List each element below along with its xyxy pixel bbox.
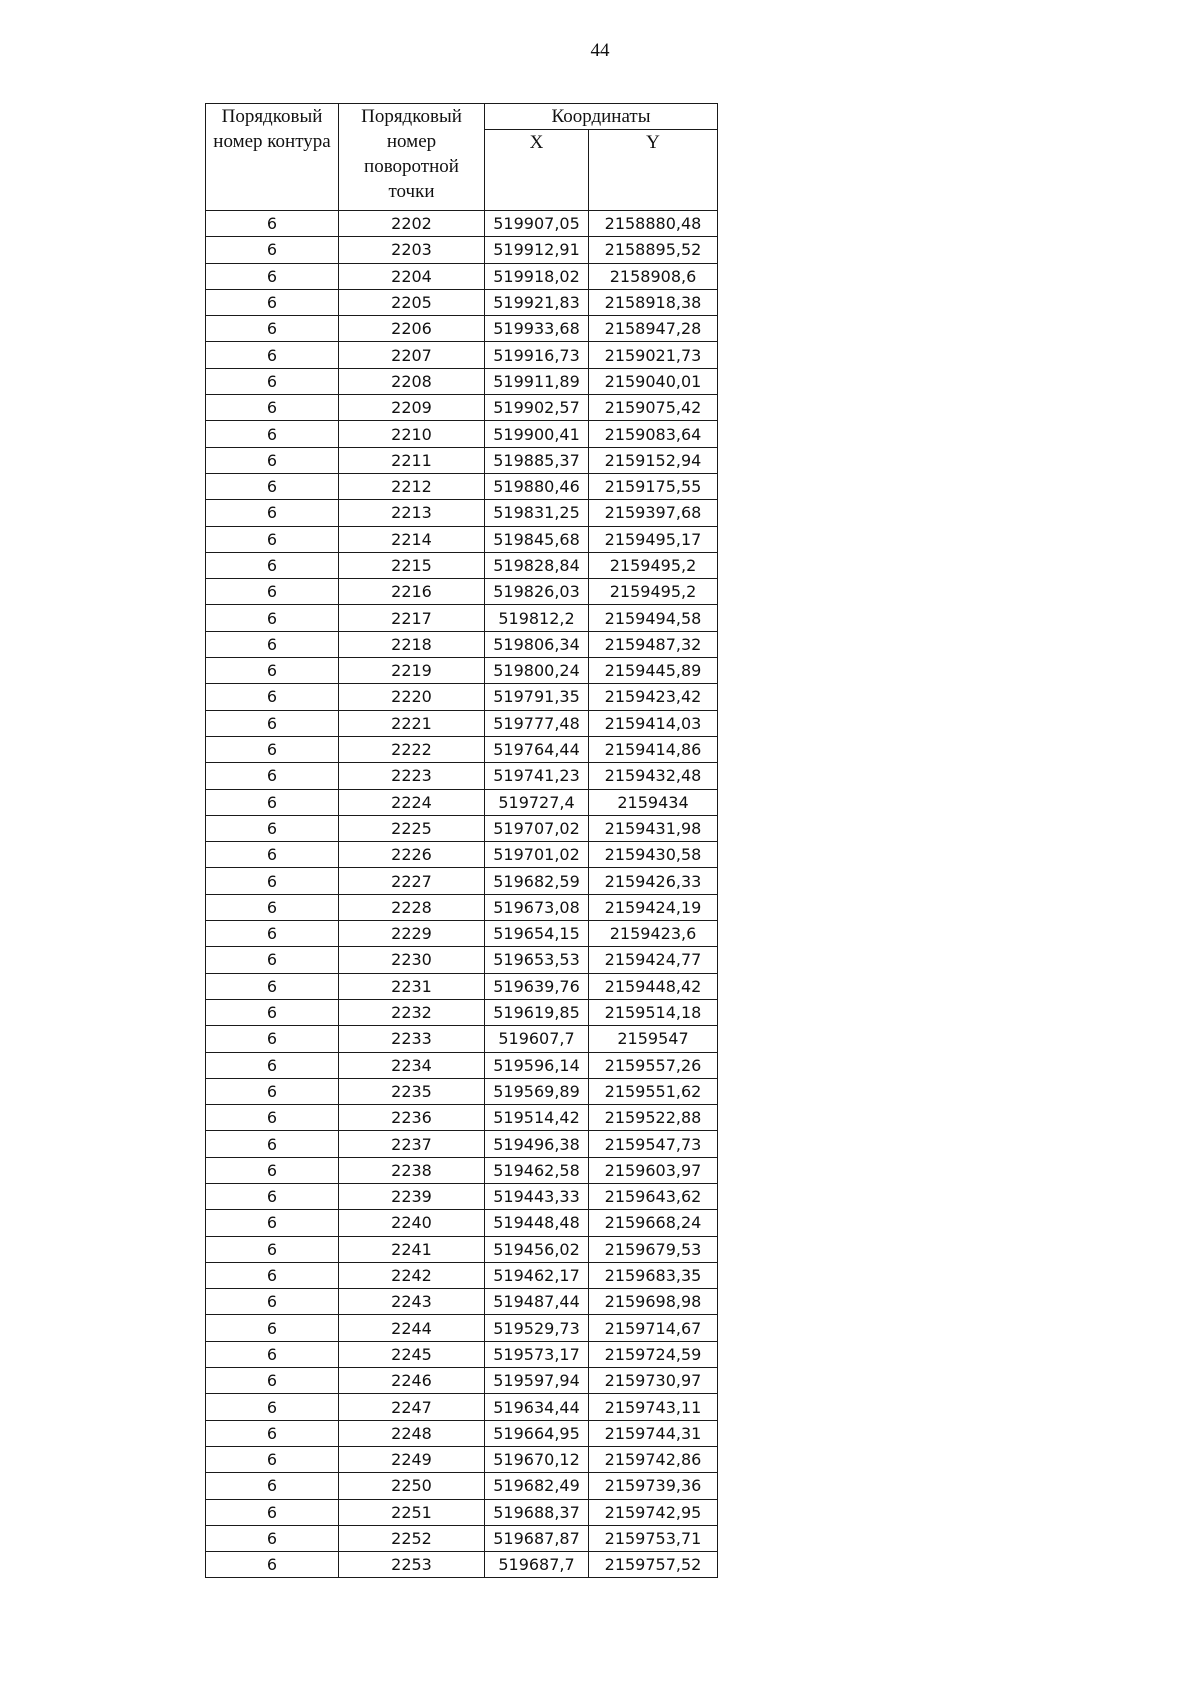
table-header (206, 104, 718, 211)
point-number-cell: 2213 (339, 500, 485, 526)
y-coordinate-cell: 2159431,98 (589, 815, 718, 841)
contour-number-cell: 6 (206, 316, 339, 342)
table-row (206, 1236, 718, 1262)
y-coordinate-cell: 2158895,52 (589, 237, 718, 263)
table-row (206, 1473, 718, 1499)
y-coordinate-cell: 2159075,42 (589, 395, 718, 421)
contour-number-cell: 6 (206, 289, 339, 315)
contour-number-cell: 6 (206, 368, 339, 394)
table-row (206, 1262, 718, 1288)
y-coordinate-cell: 2159757,52 (589, 1552, 718, 1578)
coordinates-table (205, 103, 718, 1578)
contour-number-cell: 6 (206, 1473, 339, 1499)
x-coordinate-cell: 519912,91 (485, 237, 589, 263)
x-coordinate-cell: 519597,94 (485, 1368, 589, 1394)
x-coordinate-cell: 519529,73 (485, 1315, 589, 1341)
point-number-cell: 2203 (339, 237, 485, 263)
table-row (206, 999, 718, 1025)
table-row (206, 868, 718, 894)
table-row (206, 1078, 718, 1104)
x-coordinate-cell: 519918,02 (485, 263, 589, 289)
y-coordinate-cell: 2158918,38 (589, 289, 718, 315)
point-number-cell: 2223 (339, 763, 485, 789)
point-number-cell: 2233 (339, 1026, 485, 1052)
contour-number-cell: 6 (206, 1210, 339, 1236)
contour-number-cell: 6 (206, 1262, 339, 1288)
x-coordinate-cell: 519826,03 (485, 579, 589, 605)
x-coordinate-cell: 519916,73 (485, 342, 589, 368)
x-coordinate-cell: 519462,58 (485, 1157, 589, 1183)
y-coordinate-cell: 2159547,73 (589, 1131, 718, 1157)
x-coordinate-cell: 519911,89 (485, 368, 589, 394)
x-header: X (485, 130, 589, 211)
y-coordinate-cell: 2159424,19 (589, 894, 718, 920)
point-number-cell: 2230 (339, 947, 485, 973)
x-coordinate-cell: 519443,33 (485, 1183, 589, 1209)
y-coordinate-cell: 2159430,58 (589, 842, 718, 868)
y-coordinate-cell: 2159743,11 (589, 1394, 718, 1420)
table-row (206, 211, 718, 237)
y-coordinate-cell: 2159432,48 (589, 763, 718, 789)
contour-number-cell: 6 (206, 710, 339, 736)
x-coordinate-cell: 519791,35 (485, 684, 589, 710)
point-number-cell: 2243 (339, 1289, 485, 1315)
x-coordinate-cell: 519902,57 (485, 395, 589, 421)
contour-number-header: Порядковый номер контура (206, 104, 339, 211)
point-number-cell: 2220 (339, 684, 485, 710)
contour-number-cell: 6 (206, 815, 339, 841)
x-coordinate-cell: 519682,49 (485, 1473, 589, 1499)
contour-number-cell: 6 (206, 1525, 339, 1551)
contour-number-cell: 6 (206, 342, 339, 368)
contour-number-cell: 6 (206, 658, 339, 684)
x-coordinate-cell: 519900,41 (485, 421, 589, 447)
table-row (206, 1289, 718, 1315)
point-number-cell: 2204 (339, 263, 485, 289)
y-coordinate-cell: 2159434 (589, 789, 718, 815)
table-row (206, 526, 718, 552)
y-coordinate-cell: 2159603,97 (589, 1157, 718, 1183)
point-number-cell: 2235 (339, 1078, 485, 1104)
point-number-cell: 2225 (339, 815, 485, 841)
contour-number-cell: 6 (206, 947, 339, 973)
point-number-cell: 2248 (339, 1420, 485, 1446)
point-number-cell: 2217 (339, 605, 485, 631)
table-row (206, 473, 718, 499)
contour-number-cell: 6 (206, 1157, 339, 1183)
point-number-cell: 2234 (339, 1052, 485, 1078)
point-number-cell: 2238 (339, 1157, 485, 1183)
y-coordinate-cell: 2159152,94 (589, 447, 718, 473)
contour-number-cell: 6 (206, 447, 339, 473)
table-row (206, 368, 718, 394)
y-coordinate-cell: 2159714,67 (589, 1315, 718, 1341)
table-row (206, 552, 718, 578)
point-number-cell: 2210 (339, 421, 485, 447)
point-number-cell: 2240 (339, 1210, 485, 1236)
x-coordinate-cell: 519741,23 (485, 763, 589, 789)
page-number: 44 (590, 40, 610, 61)
x-coordinate-cell: 519654,15 (485, 921, 589, 947)
x-coordinate-cell: 519514,42 (485, 1105, 589, 1131)
contour-number-cell: 6 (206, 1499, 339, 1525)
table-row (206, 921, 718, 947)
contour-number-cell: 6 (206, 1131, 339, 1157)
point-number-cell: 2209 (339, 395, 485, 421)
contour-number-cell: 6 (206, 1105, 339, 1131)
contour-number-cell: 6 (206, 552, 339, 578)
y-coordinate-cell: 2158908,6 (589, 263, 718, 289)
y-coordinate-cell: 2159522,88 (589, 1105, 718, 1131)
x-coordinate-cell: 519933,68 (485, 316, 589, 342)
point-number-cell: 2237 (339, 1131, 485, 1157)
x-coordinate-cell: 519487,44 (485, 1289, 589, 1315)
point-number-cell: 2215 (339, 552, 485, 578)
table-row (206, 1131, 718, 1157)
x-coordinate-cell: 519596,14 (485, 1052, 589, 1078)
table-row (206, 973, 718, 999)
y-coordinate-cell: 2159495,17 (589, 526, 718, 552)
y-coordinate-cell: 2159683,35 (589, 1262, 718, 1288)
table-row (206, 500, 718, 526)
table-row (206, 1368, 718, 1394)
point-number-cell: 2216 (339, 579, 485, 605)
contour-number-cell: 6 (206, 1026, 339, 1052)
x-coordinate-cell: 519496,38 (485, 1131, 589, 1157)
point-number-cell: 2219 (339, 658, 485, 684)
x-coordinate-cell: 519707,02 (485, 815, 589, 841)
x-coordinate-cell: 519456,02 (485, 1236, 589, 1262)
x-coordinate-cell: 519828,84 (485, 552, 589, 578)
contour-number-cell: 6 (206, 605, 339, 631)
contour-number-cell: 6 (206, 1236, 339, 1262)
table-row (206, 263, 718, 289)
contour-number-cell: 6 (206, 868, 339, 894)
table-row (206, 1315, 718, 1341)
y-coordinate-cell: 2159426,33 (589, 868, 718, 894)
point-number-cell: 2229 (339, 921, 485, 947)
contour-number-cell: 6 (206, 1552, 339, 1578)
contour-number-cell: 6 (206, 973, 339, 999)
contour-number-cell: 6 (206, 789, 339, 815)
point-number-cell: 2250 (339, 1473, 485, 1499)
point-number-cell: 2227 (339, 868, 485, 894)
contour-number-cell: 6 (206, 999, 339, 1025)
y-coordinate-cell: 2159414,86 (589, 736, 718, 762)
table-row (206, 342, 718, 368)
point-number-cell: 2206 (339, 316, 485, 342)
table-row (206, 395, 718, 421)
y-coordinate-cell: 2159742,95 (589, 1499, 718, 1525)
contour-number-cell: 6 (206, 421, 339, 447)
table-row (206, 815, 718, 841)
table-body (206, 211, 718, 1578)
table-row (206, 1499, 718, 1525)
x-coordinate-cell: 519653,53 (485, 947, 589, 973)
y-coordinate-cell: 2159040,01 (589, 368, 718, 394)
x-coordinate-cell: 519664,95 (485, 1420, 589, 1446)
contour-number-cell: 6 (206, 736, 339, 762)
contour-number-cell: 6 (206, 1341, 339, 1367)
point-number-cell: 2207 (339, 342, 485, 368)
x-coordinate-cell: 519921,83 (485, 289, 589, 315)
y-coordinate-cell: 2159739,36 (589, 1473, 718, 1499)
y-coordinate-cell: 2159083,64 (589, 421, 718, 447)
point-number-cell: 2239 (339, 1183, 485, 1209)
point-number-cell: 2247 (339, 1394, 485, 1420)
table-row (206, 736, 718, 762)
contour-number-cell: 6 (206, 237, 339, 263)
point-number-cell: 2202 (339, 211, 485, 237)
point-number-cell: 2226 (339, 842, 485, 868)
point-number-cell: 2251 (339, 1499, 485, 1525)
y-coordinate-cell: 2158947,28 (589, 316, 718, 342)
x-coordinate-cell: 519448,48 (485, 1210, 589, 1236)
point-number-cell: 2208 (339, 368, 485, 394)
y-coordinate-cell: 2159557,26 (589, 1052, 718, 1078)
table-row (206, 842, 718, 868)
contour-number-cell: 6 (206, 263, 339, 289)
table-row (206, 579, 718, 605)
table-row (206, 605, 718, 631)
x-coordinate-cell: 519462,17 (485, 1262, 589, 1288)
point-number-cell: 2228 (339, 894, 485, 920)
contour-number-cell: 6 (206, 1420, 339, 1446)
x-coordinate-cell: 519673,08 (485, 894, 589, 920)
point-number-cell: 2214 (339, 526, 485, 552)
y-coordinate-cell: 2159487,32 (589, 631, 718, 657)
x-coordinate-cell: 519670,12 (485, 1446, 589, 1472)
table-row (206, 447, 718, 473)
y-coordinate-cell: 2159679,53 (589, 1236, 718, 1262)
x-coordinate-cell: 519619,85 (485, 999, 589, 1025)
x-coordinate-cell: 519764,44 (485, 736, 589, 762)
y-coordinate-cell: 2159175,55 (589, 473, 718, 499)
x-coordinate-cell: 519634,44 (485, 1394, 589, 1420)
contour-number-cell: 6 (206, 1289, 339, 1315)
y-coordinate-cell: 2159698,98 (589, 1289, 718, 1315)
y-coordinate-cell: 2159423,6 (589, 921, 718, 947)
y-coordinate-cell: 2159730,97 (589, 1368, 718, 1394)
contour-number-cell: 6 (206, 1078, 339, 1104)
table-row (206, 947, 718, 973)
y-coordinate-cell: 2158880,48 (589, 211, 718, 237)
table-row (206, 658, 718, 684)
x-coordinate-cell: 519687,87 (485, 1525, 589, 1551)
y-coordinate-cell: 2159742,86 (589, 1446, 718, 1472)
coordinates-header: Координаты (485, 104, 718, 130)
y-coordinate-cell: 2159744,31 (589, 1420, 718, 1446)
x-coordinate-cell: 519573,17 (485, 1341, 589, 1367)
contour-number-cell: 6 (206, 1052, 339, 1078)
contour-number-cell: 6 (206, 579, 339, 605)
contour-number-cell: 6 (206, 1315, 339, 1341)
table-row (206, 789, 718, 815)
contour-number-cell: 6 (206, 1368, 339, 1394)
table-row (206, 1552, 718, 1578)
point-number-cell: 2252 (339, 1525, 485, 1551)
point-number-cell: 2236 (339, 1105, 485, 1131)
table-row (206, 1157, 718, 1183)
table-row (206, 1052, 718, 1078)
contour-number-cell: 6 (206, 894, 339, 920)
point-number-cell: 2205 (339, 289, 485, 315)
y-coordinate-cell: 2159423,42 (589, 684, 718, 710)
x-coordinate-cell: 519701,02 (485, 842, 589, 868)
x-coordinate-cell: 519777,48 (485, 710, 589, 736)
x-coordinate-cell: 519727,4 (485, 789, 589, 815)
table-row (206, 1394, 718, 1420)
point-number-cell: 2231 (339, 973, 485, 999)
table-row (206, 631, 718, 657)
table-row (206, 1183, 718, 1209)
point-number-cell: 2249 (339, 1446, 485, 1472)
x-coordinate-cell: 519812,2 (485, 605, 589, 631)
y-coordinate-cell: 2159495,2 (589, 579, 718, 605)
point-number-cell: 2232 (339, 999, 485, 1025)
y-coordinate-cell: 2159724,59 (589, 1341, 718, 1367)
contour-number-cell: 6 (206, 1446, 339, 1472)
contour-number-cell: 6 (206, 526, 339, 552)
contour-number-cell: 6 (206, 763, 339, 789)
y-coordinate-cell: 2159551,62 (589, 1078, 718, 1104)
table-row (206, 1210, 718, 1236)
table-row (206, 684, 718, 710)
point-number-cell: 2244 (339, 1315, 485, 1341)
point-number-cell: 2241 (339, 1236, 485, 1262)
point-number-cell: 2253 (339, 1552, 485, 1578)
x-coordinate-cell: 519845,68 (485, 526, 589, 552)
contour-number-cell: 6 (206, 395, 339, 421)
table-row (206, 1420, 718, 1446)
table-row (206, 710, 718, 736)
table-row (206, 316, 718, 342)
y-coordinate-cell: 2159514,18 (589, 999, 718, 1025)
table-row (206, 1105, 718, 1131)
table-row (206, 237, 718, 263)
x-coordinate-cell: 519607,7 (485, 1026, 589, 1052)
y-coordinate-cell: 2159424,77 (589, 947, 718, 973)
x-coordinate-cell: 519569,89 (485, 1078, 589, 1104)
contour-number-cell: 6 (206, 500, 339, 526)
contour-number-cell: 6 (206, 1183, 339, 1209)
point-number-cell: 2245 (339, 1341, 485, 1367)
point-number-cell: 2218 (339, 631, 485, 657)
table-row (206, 289, 718, 315)
point-number-cell: 2242 (339, 1262, 485, 1288)
contour-number-cell: 6 (206, 211, 339, 237)
point-number-cell: 2222 (339, 736, 485, 762)
table-row (206, 421, 718, 447)
y-coordinate-cell: 2159495,2 (589, 552, 718, 578)
table-row (206, 1341, 718, 1367)
y-coordinate-cell: 2159021,73 (589, 342, 718, 368)
y-coordinate-cell: 2159445,89 (589, 658, 718, 684)
contour-number-cell: 6 (206, 473, 339, 499)
x-coordinate-cell: 519831,25 (485, 500, 589, 526)
point-number-cell: 2246 (339, 1368, 485, 1394)
table-row (206, 1026, 718, 1052)
contour-number-cell: 6 (206, 631, 339, 657)
point-number-cell: 2212 (339, 473, 485, 499)
y-coordinate-cell: 2159494,58 (589, 605, 718, 631)
x-coordinate-cell: 519800,24 (485, 658, 589, 684)
table-row (206, 894, 718, 920)
x-coordinate-cell: 519885,37 (485, 447, 589, 473)
x-coordinate-cell: 519688,37 (485, 1499, 589, 1525)
x-coordinate-cell: 519880,46 (485, 473, 589, 499)
contour-number-cell: 6 (206, 921, 339, 947)
y-header: Y (589, 130, 718, 211)
x-coordinate-cell: 519806,34 (485, 631, 589, 657)
y-coordinate-cell: 2159414,03 (589, 710, 718, 736)
y-coordinate-cell: 2159547 (589, 1026, 718, 1052)
table-row (206, 1446, 718, 1472)
point-number-cell: 2211 (339, 447, 485, 473)
x-coordinate-cell: 519687,7 (485, 1552, 589, 1578)
y-coordinate-cell: 2159643,62 (589, 1183, 718, 1209)
x-coordinate-cell: 519682,59 (485, 868, 589, 894)
table-row (206, 1525, 718, 1551)
contour-number-cell: 6 (206, 1394, 339, 1420)
y-coordinate-cell: 2159668,24 (589, 1210, 718, 1236)
y-coordinate-cell: 2159397,68 (589, 500, 718, 526)
y-coordinate-cell: 2159448,42 (589, 973, 718, 999)
point-number-header: Порядковый номер поворотной точки (339, 104, 485, 211)
x-coordinate-cell: 519907,05 (485, 211, 589, 237)
x-coordinate-cell: 519639,76 (485, 973, 589, 999)
y-coordinate-cell: 2159753,71 (589, 1525, 718, 1551)
point-number-cell: 2224 (339, 789, 485, 815)
table-row (206, 763, 718, 789)
contour-number-cell: 6 (206, 684, 339, 710)
point-number-cell: 2221 (339, 710, 485, 736)
contour-number-cell: 6 (206, 842, 339, 868)
